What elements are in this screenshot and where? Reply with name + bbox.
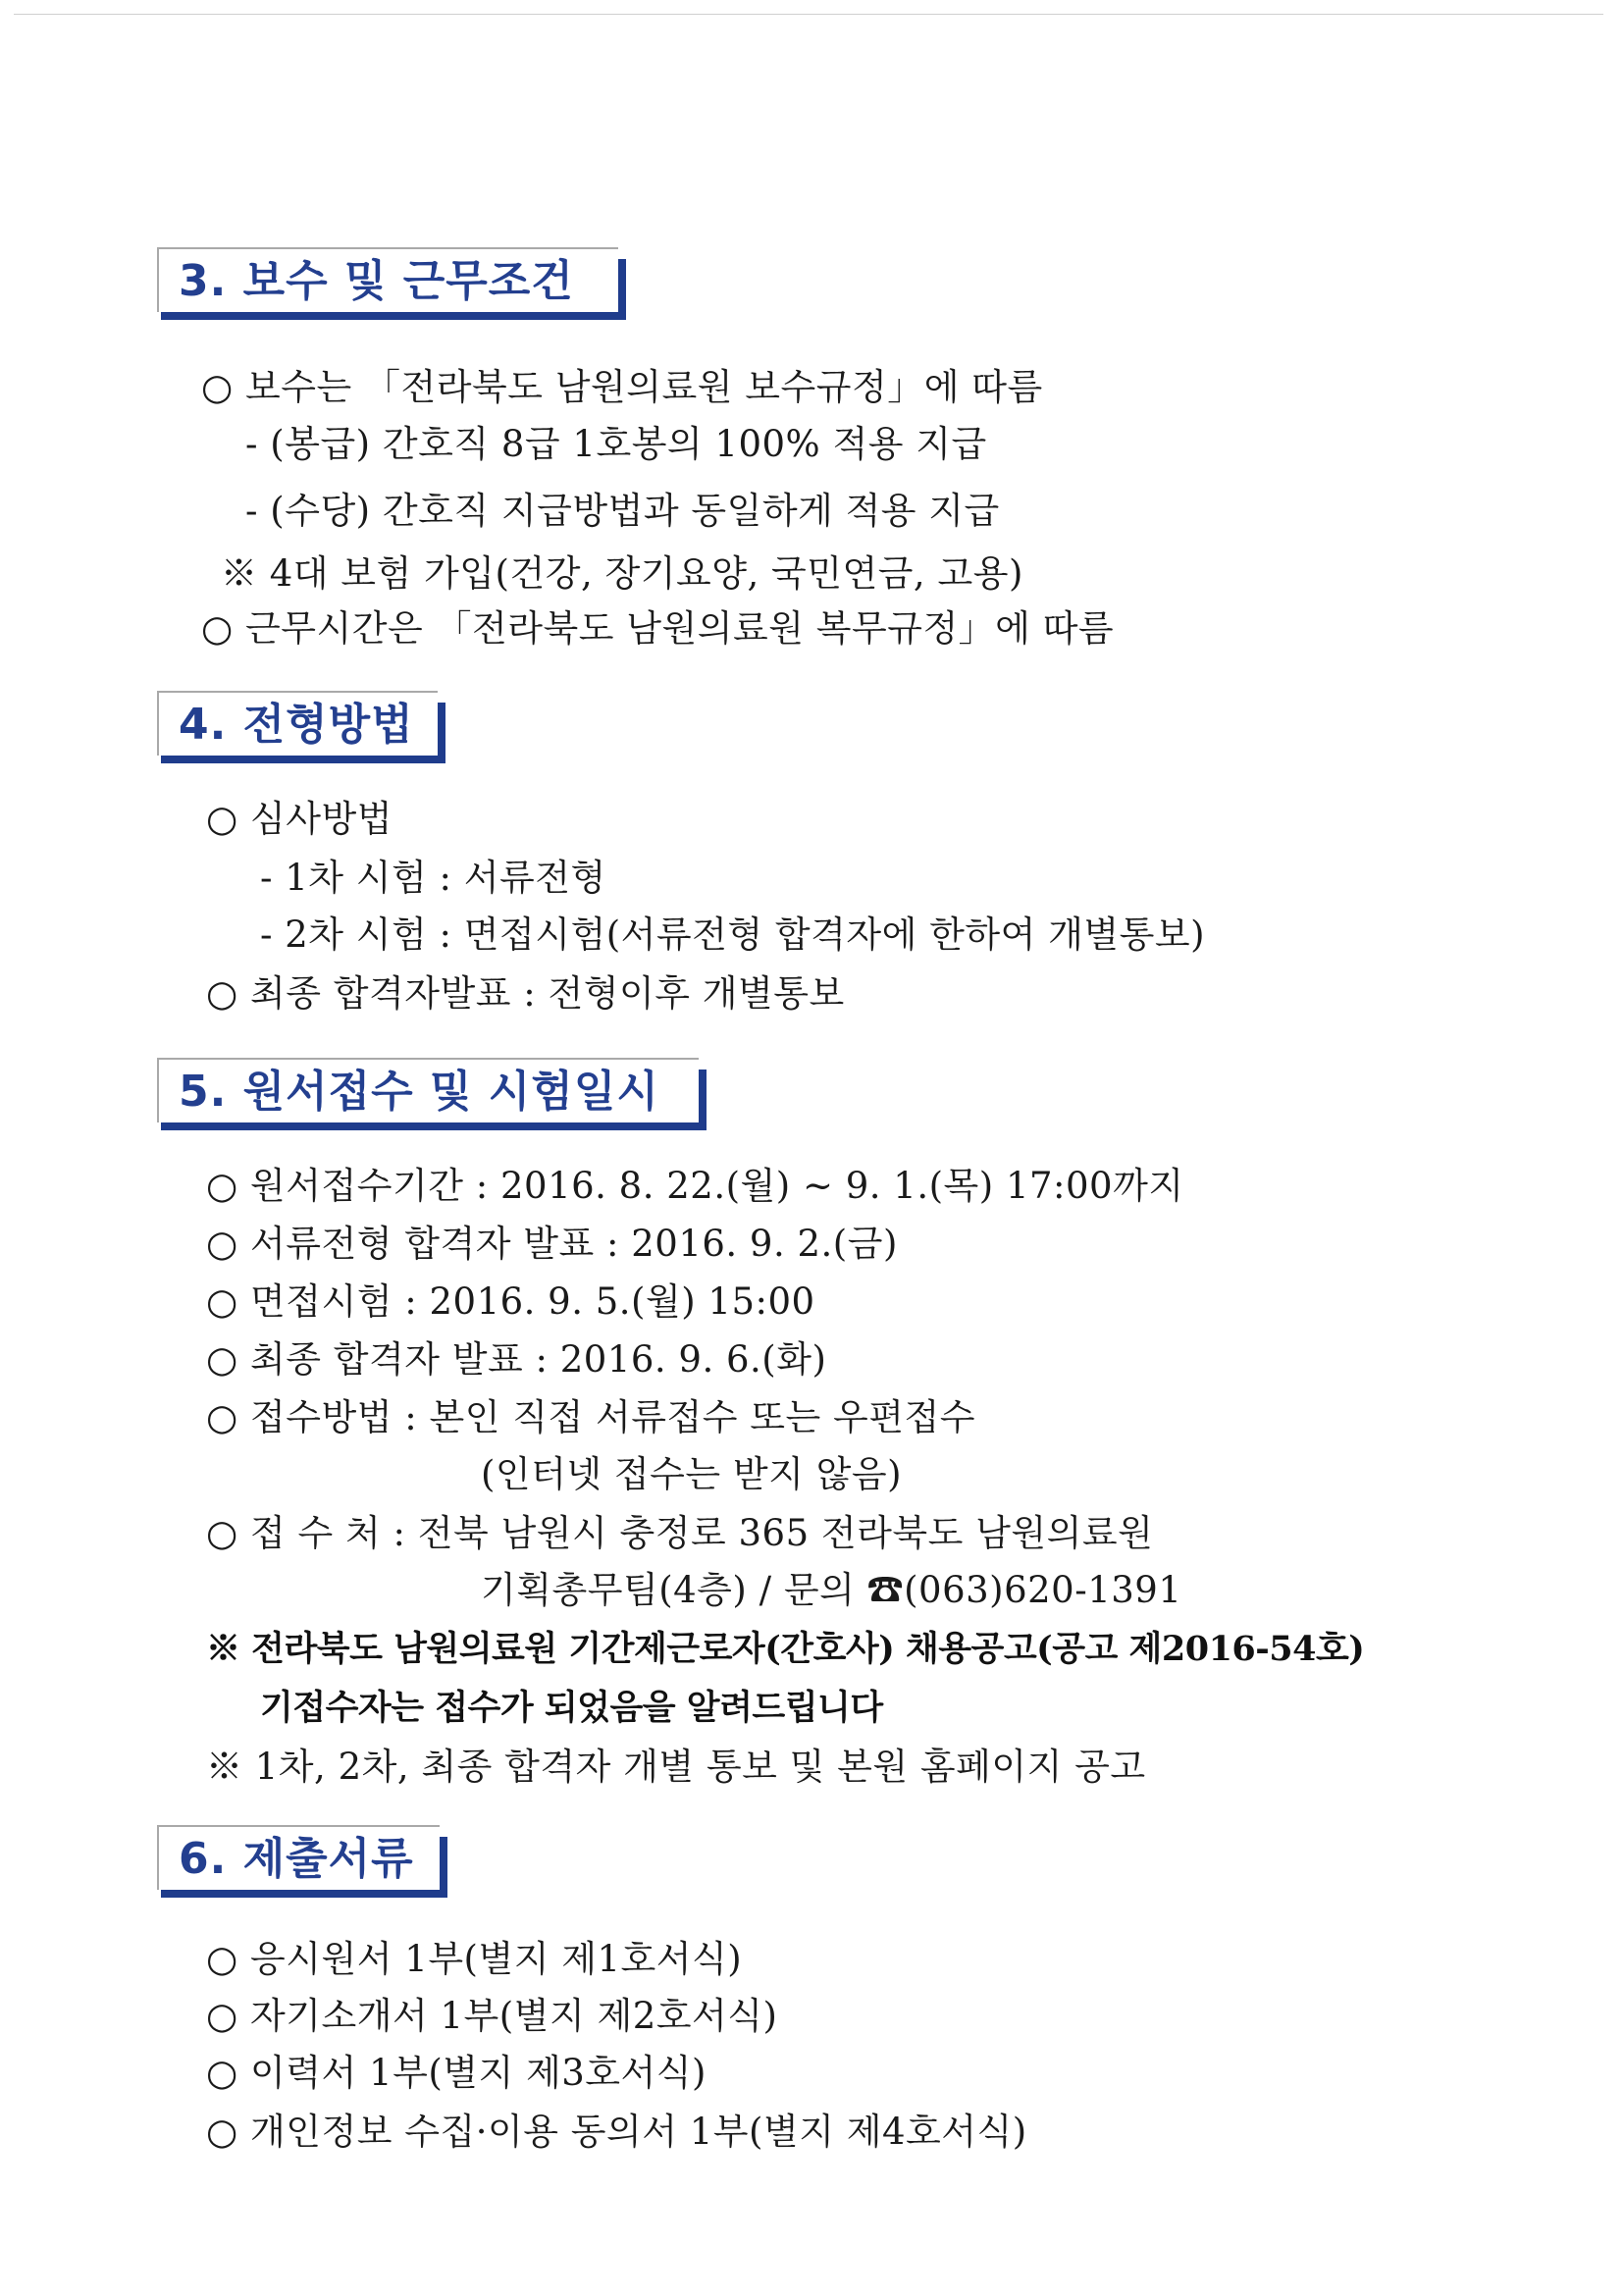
s5-line-11: ※ 1차, 2차, 최종 합격자 개별 통보 및 본원 홈페이지 공고	[206, 1746, 1146, 1788]
section-4-title: 4. 전형방법	[179, 700, 414, 750]
s4-line-2: - 1차 시험 : 서류전형	[260, 857, 606, 899]
s3-line-5: ○ 근무시간은 「전라북도 남원의료원 복무규정」에 따름	[201, 607, 1115, 650]
s3-line-4: ※ 4대 보험 가입(건강, 장기요양, 국민연금, 고용)	[221, 552, 1023, 595]
s6-line-1: ○ 응시원서 1부(별지 제1호서식)	[206, 1938, 743, 1980]
s4-line-3: - 2차 시험 : 면접시험(서류전형 합격자에 한하여 개별통보)	[260, 913, 1206, 956]
s5-line-2: ○ 서류전형 합격자 발표 : 2016. 9. 2.(금)	[206, 1223, 898, 1265]
section-4-header	[157, 691, 438, 756]
s5-notice-line-2: 기접수자는 접수가 되었음을 알려드립니다	[260, 1688, 883, 1728]
s5-line-6: (인터넷 접수는 받지 않음)	[481, 1453, 903, 1495]
s4-line-4: ○ 최종 합격자발표 : 전형이후 개별통보	[206, 972, 845, 1015]
s5-line-4: ○ 최종 합격자 발표 : 2016. 9. 6.(화)	[206, 1338, 827, 1381]
s5-line-7: ○ 접 수 처 : 전북 남원시 충정로 365 전라북도 남원의료원	[206, 1512, 1154, 1554]
section-6-header	[157, 1825, 440, 1890]
s4-line-1: ○ 심사방법	[206, 798, 393, 840]
s6-line-4: ○ 개인정보 수집·이용 동의서 1부(별지 제4호서식)	[206, 2111, 1027, 2153]
s6-line-2: ○ 자기소개서 1부(별지 제2호서식)	[206, 1995, 778, 2037]
s5-line-5: ○ 접수방법 : 본인 직접 서류접수 또는 우편접수	[206, 1396, 975, 1438]
s3-line-1: ○ 보수는 「전라북도 남원의료원 보수규정」에 따름	[201, 366, 1043, 408]
s5-line-3: ○ 면접시험 : 2016. 9. 5.(월) 15:00	[206, 1280, 815, 1323]
s5-line-1: ○ 원서접수기간 : 2016. 8. 22.(월) ~ 9. 1.(목) 17:00까지	[206, 1165, 1184, 1207]
section-3-header	[157, 247, 618, 312]
section-3-title: 3. 보수 및 근무조건	[179, 256, 574, 306]
s3-line-3: - (수당) 간호직 지급방법과 동일하게 적용 지급	[245, 490, 1000, 532]
section-6-title: 6. 제출서류	[179, 1834, 414, 1884]
s3-line-2: - (봉급) 간호직 8급 1호봉의 100% 적용 지급	[245, 423, 987, 465]
section-5-title: 5. 원서접수 및 시험일시	[179, 1067, 659, 1117]
s6-line-3: ○ 이력서 1부(별지 제3호서식)	[206, 2052, 707, 2094]
s5-line-8: 기획총무팀(4층) / 문의 ☎(063)620-1391	[481, 1569, 1182, 1611]
section-5-header	[157, 1058, 699, 1122]
s5-notice-line-1: ※ 전라북도 남원의료원 기간제근로자(간호사) 채용공고(공고 제2016-54호)	[206, 1629, 1365, 1669]
